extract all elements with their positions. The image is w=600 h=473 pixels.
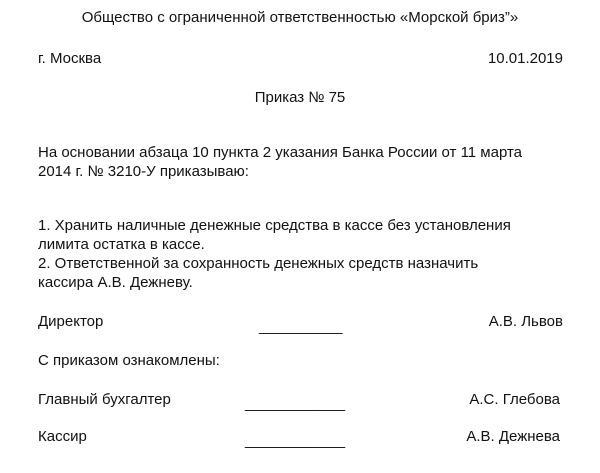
order-title: Приказ № 75 <box>254 89 346 106</box>
acquainted-label: С приказом ознакомлены: <box>38 352 220 369</box>
order-basis-line-2: 2014 г. № 3210-У приказываю: <box>38 163 249 180</box>
order-item-2-line-1: 2. Ответственной за сохранность денежных средств назначить <box>38 255 479 272</box>
city: г. Москва <box>38 50 102 67</box>
cashier-role: Кассир <box>38 428 87 445</box>
order-basis-line-1: На основании абзаца 10 пункта 2 указания Банка России от 11 марта <box>38 144 523 161</box>
director-role: Директор <box>38 313 104 330</box>
accountant-signature-line: ____________ <box>245 395 346 412</box>
director-signature-line: __________ <box>259 318 343 335</box>
cashier-name: А.В. Дежнева <box>466 428 560 445</box>
organization-name: Общество с ограниченной ответственностью «Морской бриз”» <box>81 9 519 26</box>
accountant-name: А.С. Глебова <box>469 391 560 408</box>
accountant-role: Главный бухгалтер <box>38 391 171 408</box>
order-item-2-line-2: кассира А.В. Дежневу. <box>38 274 193 291</box>
order-basis <box>38 143 568 181</box>
order-date: 10.01.2019 <box>487 50 563 67</box>
order-items <box>38 216 568 292</box>
order-item-1-line-1: 1. Хранить наличные денежные средства в кассе без установления <box>38 217 511 234</box>
order-item-1-line-2: лимита остатка в кассе. <box>38 236 205 253</box>
director-name: А.В. Львов <box>488 313 563 330</box>
cashier-signature-line: ____________ <box>245 432 346 449</box>
